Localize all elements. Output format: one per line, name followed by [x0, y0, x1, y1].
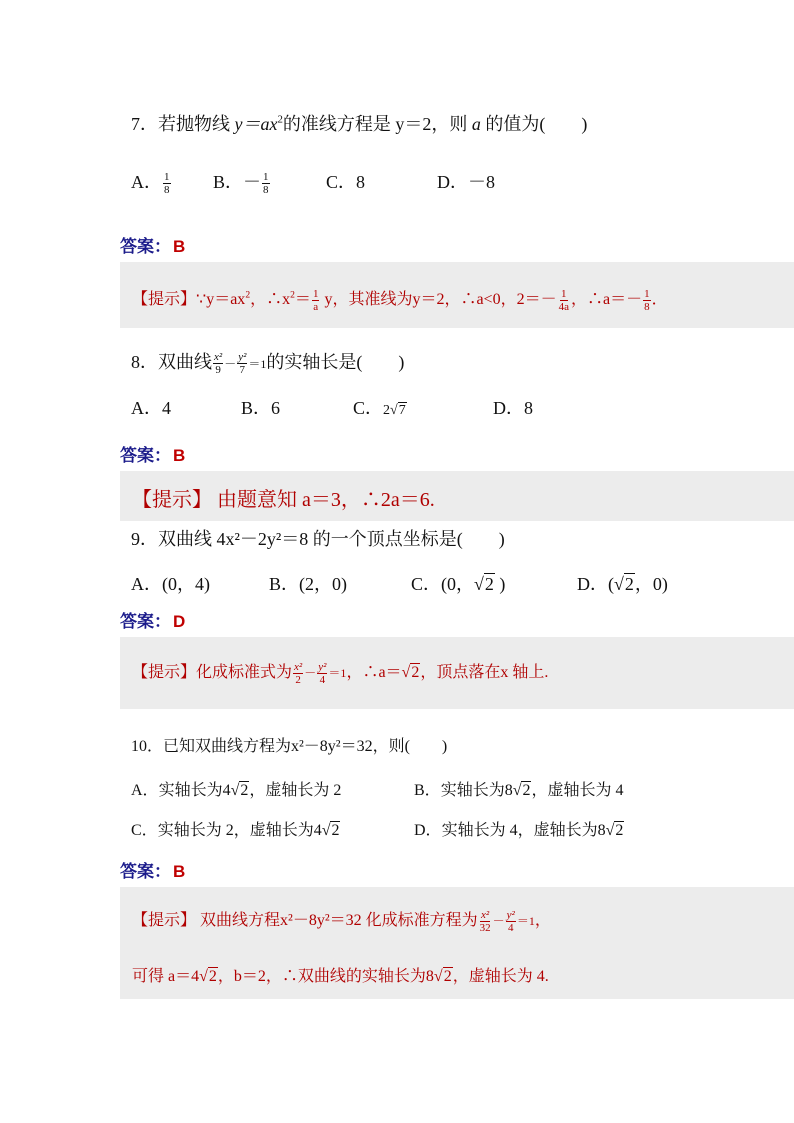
- q10-option-b: B．实轴长为8√2，虚轴长为 4: [414, 782, 624, 799]
- q7-stem: 7．若抛物线 $y=ax^2$的准线方程是 y＝2，则 a 的值为( ): [131, 113, 588, 134]
- q8-option-d: D．8: [493, 398, 533, 418]
- q10-stem: 10．已知双曲线方程为x²－8y²＝32，则( ): [131, 738, 448, 755]
- q8-stem: 8．双曲线 $\frac{\text{x²}}{9}$ － $\frac{\text{y²}}{7}$ ＝1的实轴长是( ): [131, 351, 405, 377]
- q9-option-d: D．(√2，0): [577, 574, 668, 594]
- q7-option-d: D．－8: [437, 172, 495, 192]
- q10-answer: 答案： B: [120, 862, 186, 881]
- q7-hint-box: [120, 262, 794, 328]
- q8-hint-box: [120, 471, 794, 521]
- q7-hint: 【提示】$\because y=ax^2$，$\therefore x^2=$ $\frac{1}{a}$ y，其准线为y＝2，∴a<0，2＝－ $\frac{1}{4a}$ ，∴a＝－ $\frac{1}{8}$ ．: [132, 287, 668, 313]
- q10-hint-box: [120, 887, 794, 999]
- q10-hint-line1: 【提示】 双曲线方程x²－8y²＝32 化成标准方程为 $\frac{\text{x²}}{32}$ － $\frac{\text{y²}}{4}$ ＝1，: [132, 908, 551, 934]
- q10-options-row2: [131, 819, 731, 845]
- q8-option-a: A．4: [131, 398, 171, 418]
- q9-option-c: C．(0，√2 ): [411, 574, 506, 594]
- q7-option-a: A． $\frac{1}{8}$: [131, 171, 170, 197]
- q7-option-b: B．－ $\frac{1}{8}$: [213, 171, 269, 197]
- q7-answer: 答案： B: [120, 237, 186, 256]
- q8-option-c: C．2√7: [353, 398, 406, 418]
- q8-hint: 【提示】 由题意知 a＝3，∴2a＝6.: [132, 489, 435, 511]
- q8-option-b: B．6: [241, 398, 281, 418]
- q7-option-c: C．8: [326, 172, 366, 192]
- q10-option-a: A．实轴长为4√2，虚轴长为 2: [131, 782, 342, 799]
- q9-answer: 答案： D: [120, 612, 186, 631]
- q9-hint-box: [120, 637, 794, 709]
- q8-answer: 答案： B: [120, 446, 186, 465]
- q10-hint-line2: 可得 a＝4√2，b＝2，∴双曲线的实轴长为8√2，虚轴长为 4.: [132, 968, 549, 985]
- q9-option-a: A．(0，4): [131, 574, 210, 594]
- q10-option-d: D．实轴长为 4，虚轴长为8√2: [414, 822, 624, 839]
- q9-stem: 9．双曲线 4x²－2y²＝8 的一个顶点坐标是( ): [131, 529, 505, 549]
- q10-option-c: C．实轴长为 2，虚轴长为4√2: [131, 822, 340, 839]
- q9-options: [131, 572, 731, 598]
- q9-hint: 【提示】化成标准式为 $\frac{\text{x²}}{2}$ － $\frac{\text{y²}}{4}$ ＝1，∴a＝√2，顶点落在x 轴上.: [132, 660, 549, 686]
- q10-options-row1: [131, 779, 731, 805]
- q8-options: [131, 396, 631, 422]
- q9-option-b: B．(2，0): [269, 574, 348, 594]
